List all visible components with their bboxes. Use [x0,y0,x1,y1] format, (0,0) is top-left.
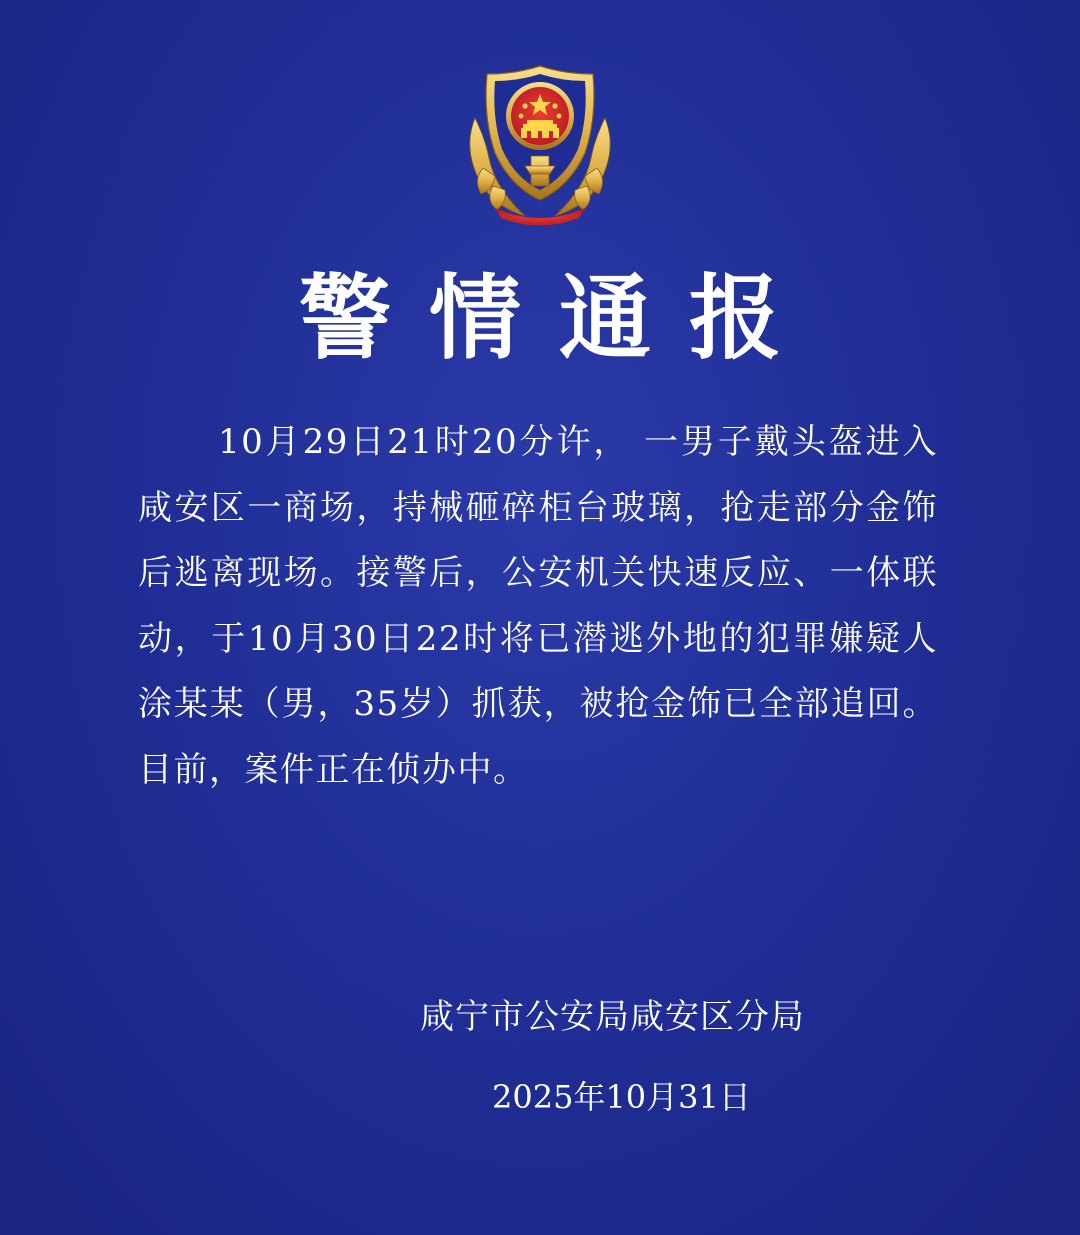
issue-date: 2025年10月31日 [492,1078,751,1116]
issuing-authority: 咸宁市公安局咸安区分局 [420,997,805,1037]
notice-title: 警情通报 [298,265,819,372]
police-badge-icon [455,58,625,228]
notice-body: 10月29日21时20分许， 一男子戴头盔进入咸安区一商场，持械砸碎柜台玻璃，抢走部分金饰后逃离现场。接警后，公安机关快速反应、一体联动，于10月30日22时将已潜逃外地的犯罪嫌疑人涂某某（男，35岁）抓获，被抢金饰已全部追回。目前，案件正在侦办中。 [138,422,938,790]
